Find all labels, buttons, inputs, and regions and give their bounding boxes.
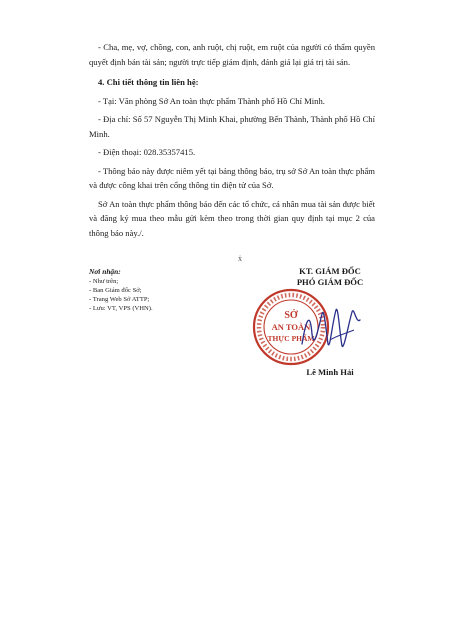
recipient-item: - Trang Web Sở ATTP; [89, 296, 150, 303]
handwritten-signature [296, 300, 366, 358]
signature-title-1: KT. GIÁM ĐỐC [299, 266, 361, 276]
document-body [89, 40, 375, 240]
recipients-title: Nơi nhận: [89, 267, 121, 276]
paragraph-phone: - Điện thoại: 028.35357415. [98, 147, 196, 157]
paragraph-relatives: - Cha, mẹ, vợ, chồng, con, anh ruột, chị ruột, em ruột của người có thẩm quyền quyết định bán tài sản; người trực tiếp giám định, đánh giá lại giá trị tài sản. [89, 42, 375, 67]
section-heading-contact: 4. Chi tiết thông tin liên hệ: [98, 77, 199, 87]
stamp-text-1: SỞ [284, 310, 298, 321]
signature-title-2: PHÓ GIÁM ĐỐC [296, 277, 364, 287]
stamp-text-3: THỰC PHẨM [267, 334, 315, 343]
recipient-item: - Ban Giám đốc Sở; [89, 287, 142, 294]
paragraph-location: - Tại: Văn phòng Sở An toàn thực phẩm Thành phố Hồ Chí Minh. [98, 95, 325, 106]
signature-block [255, 266, 405, 288]
recipient-item: - Lưu: VT, VPS (VHN). [89, 305, 153, 312]
small-mark: ẋ [238, 254, 242, 263]
paragraph-posting: - Thông báo này được niêm yết tại bảng thông báo, trụ sở Sở An toàn thực phẩm và được công khai trên cổng thông tin điện tử của Sở. [89, 165, 375, 190]
recipient-item: - Như trên; [89, 278, 119, 285]
stamp-text-2: AN TOÀN [271, 322, 311, 332]
paragraph-notice: Sở An toàn thực phẩm thông báo đến các tổ chức, cá nhân mua tài sản được biết và đăng ký mua theo mẫu gửi kèm theo trong thời gian quy định tại mục 2 của thông báo này./. [89, 198, 375, 238]
signer-name: Lê Minh Hải [306, 367, 354, 377]
paragraph-address: - Địa chỉ: Số 57 Nguyễn Thị Minh Khai, phường Bến Thành, Thành phố Hồ Chí Minh. [89, 114, 375, 139]
recipients-block [89, 267, 249, 313]
